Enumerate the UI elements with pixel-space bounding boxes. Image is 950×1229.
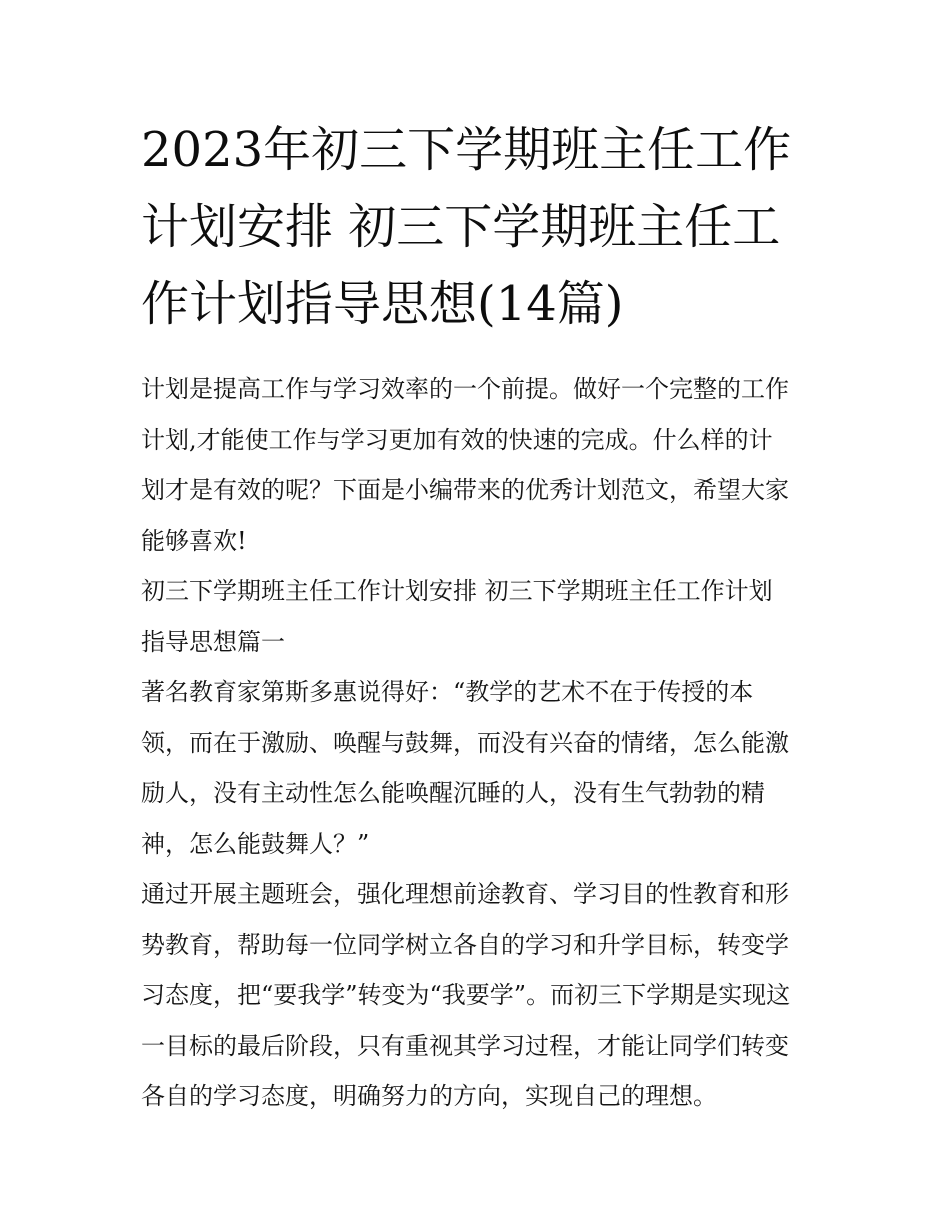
body-paragraph bbox=[141, 869, 813, 1122]
text-line: 通过开展主题班会，强化理想前途教育、学习目的性教育和形 bbox=[141, 880, 789, 908]
text-line: 能够喜欢! bbox=[141, 526, 247, 555]
section-heading-paragraph bbox=[141, 566, 813, 667]
title-line: 2023年初三下学期班主任工作 bbox=[141, 122, 792, 178]
quote-paragraph bbox=[141, 667, 813, 869]
text-line: 指导思想篇一 bbox=[141, 627, 285, 656]
document-title bbox=[141, 112, 813, 343]
document-content bbox=[141, 112, 813, 1122]
intro-paragraph bbox=[141, 364, 813, 566]
text-line: 计划,才能使工作与学习更加有效的快速的完成。什么样的计 bbox=[141, 425, 773, 454]
text-line: 著名教育家第斯多惠说得好：“教学的艺术不在于传授的本 bbox=[141, 678, 754, 706]
text-line: 习态度，把“要我学”转变为“我要学”。而初三下学期是实现这 bbox=[141, 981, 791, 1009]
text-line: 神，怎么能鼓舞人？” bbox=[141, 829, 370, 858]
text-line: 计划是提高工作与学习效率的一个前提。做好一个完整的工作 bbox=[141, 375, 789, 403]
document-body bbox=[141, 364, 813, 1122]
title-line: 作计划指导思想(14篇) bbox=[141, 276, 624, 332]
text-line: 划才是有效的呢？下面是小编带来的优秀计划范文，希望大家 bbox=[141, 476, 789, 504]
text-line: 初三下学期班主任工作计划安排 初三下学期班主任工作计划 bbox=[141, 577, 773, 605]
text-line: 励人，没有主动性怎么能唤醒沉睡的人，没有生气勃勃的精 bbox=[141, 779, 765, 807]
text-line: 各自的学习态度，明确努力的方向，实现自己的理想。 bbox=[141, 1082, 717, 1110]
text-line: 领，而在于激励、唤醒与鼓舞，而没有兴奋的情绪，怎么能激 bbox=[141, 728, 789, 757]
title-line: 计划安排 初三下学期班主任工 bbox=[141, 199, 781, 255]
text-line: 一目标的最后阶段，只有重视其学习过程，才能让同学们转变 bbox=[141, 1031, 789, 1060]
text-line: 势教育，帮助每一位同学树立各自的学习和升学目标，转变学 bbox=[141, 930, 789, 959]
